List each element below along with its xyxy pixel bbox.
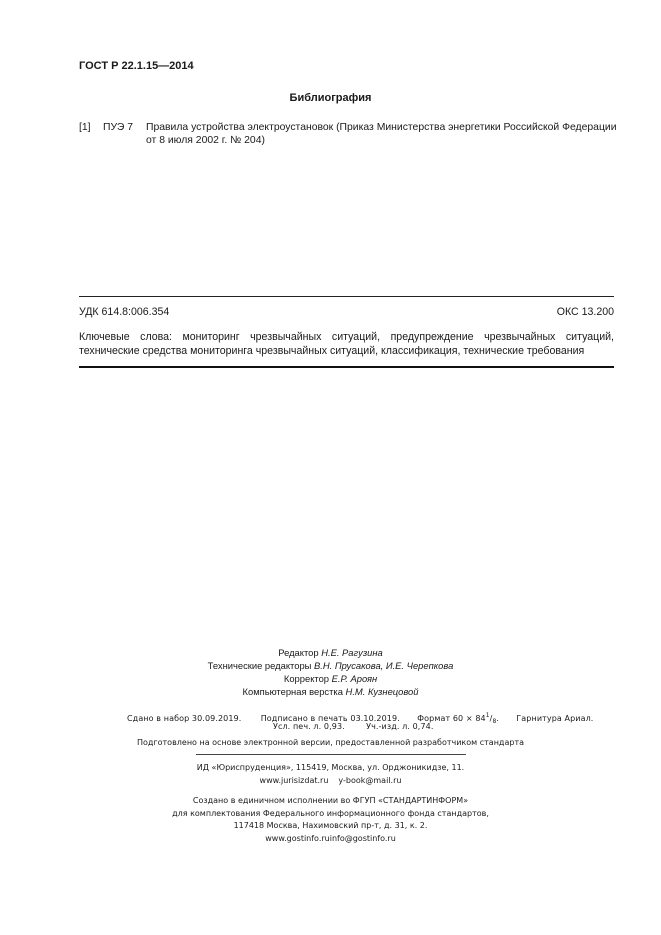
bibliography-title: Библиография [289, 92, 372, 104]
keywords-paragraph: Ключевые слова: мониторинг чрезвычайных ситуаций, предупреждение чрезвычайных ситуаций, технические средства мониторинга чрезвычайных ситуаций, классификация, технические требования [79, 331, 614, 357]
udk-code: УДК 614.8:006.354 [79, 306, 170, 318]
prepared-note: Подготовлено на основе электронной версии, предоставленной разработчиком стандарта [136, 738, 525, 747]
publishing-sheets: Уч.-изд. л. 0,74. [366, 722, 434, 731]
divider-thin [79, 296, 614, 297]
submitted-date: Сдано в набор 30.09.2019. [127, 714, 242, 723]
typeface: Гарнитура Ариал. [516, 714, 594, 723]
creator-block [0, 795, 661, 845]
publisher-contacts [0, 775, 661, 788]
entry-text: Правила устройства электроустановок (Приказ Министерства энергетики Российской Федерации от 8 июля 2002 г. № 204) [146, 122, 617, 146]
credits-block [0, 646, 661, 698]
print-info-line-2 [273, 719, 433, 735]
credit-tech-editors-names: В.Н. Прусакова, И.Е. Черепкова [314, 660, 454, 671]
credit-layout-label: Компьютерная верстка [242, 686, 343, 697]
print-format: Формат $60 \times 84^1/_8$. [417, 712, 500, 725]
credit-tech-editors [0, 659, 661, 672]
publisher-email-link[interactable]: y-book@mail.ru [338, 775, 402, 785]
publisher-address: ИД «Юриспруденция», 115419, Москва, ул. Орджоникидзе, 11. [196, 763, 465, 772]
oks-code: ОКС 13.200 [556, 306, 614, 318]
creator-line-1: Создано в единичном исполнении во ФГУП «СТАНДАРТИНФОРМ» [192, 796, 469, 805]
credit-corrector [0, 672, 661, 685]
credit-tech-editors-label: Технические редакторы [207, 660, 312, 671]
credit-layout [0, 685, 661, 698]
creator-website-link[interactable]: www.gostinfo.ru [265, 833, 330, 843]
entry-code: ПУЭ 7 [103, 122, 133, 133]
creator-line-3: 117418 Москва, Нахимовский пр-т, д. 31, к. 2. [233, 821, 428, 830]
publisher-block [0, 762, 661, 787]
credit-editor-label: Редактор [278, 647, 319, 658]
standard-code: ГОСТ Р 22.1.15—2014 [79, 60, 194, 72]
credit-editor [0, 646, 661, 659]
signed-date: Подписано в печать 03.10.2019. [260, 714, 400, 723]
creator-email-link[interactable]: info@gostinfo.ru [329, 833, 396, 843]
entry-number: [1] [79, 122, 91, 133]
divider-small [196, 754, 466, 755]
creator-line-2: для комплектования Федерального информационного фонда стандартов, [172, 808, 489, 818]
credit-editor-name: Н.Е. Рагузина [321, 647, 383, 658]
print-sheets: Усл. печ. л. 0,93. [273, 722, 345, 731]
credit-corrector-label: Корректор [283, 673, 330, 684]
credit-layout-name: Н.М. Кузнецовой [345, 686, 419, 697]
divider-thick [79, 366, 614, 368]
publisher-website-link[interactable]: www.jurisizdat.ru [259, 775, 329, 785]
creator-contacts [0, 833, 661, 846]
credit-corrector-name: Е.Р. Ароян [331, 673, 378, 684]
